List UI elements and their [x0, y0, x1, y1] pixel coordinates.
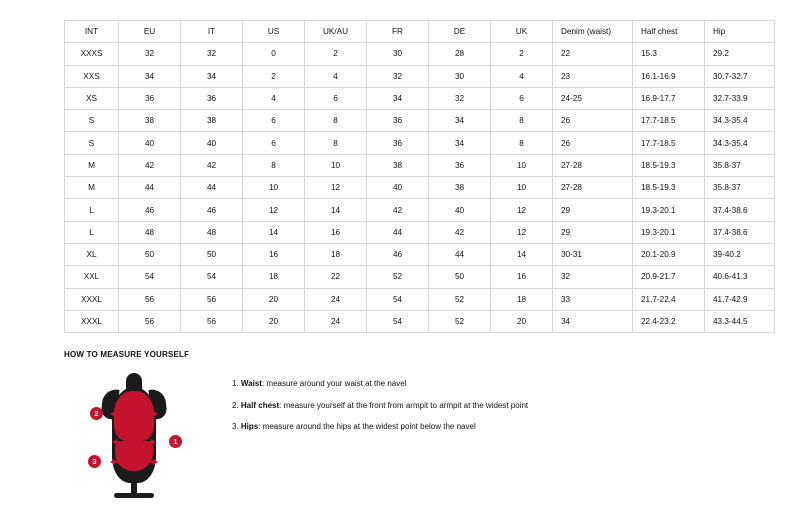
measure-step-hips [232, 422, 528, 432]
table-cell: 8 [243, 154, 305, 176]
how-to-measure-body [64, 369, 734, 499]
table-cell: 14 [305, 199, 367, 221]
table-cell: 32 [181, 43, 243, 65]
table-cell: 4 [243, 87, 305, 109]
table-cell: 27-28 [553, 177, 633, 199]
table-cell: 35.8-37 [705, 177, 775, 199]
table-row [65, 288, 775, 310]
table-cell: 8 [305, 132, 367, 154]
table-cell: 27-28 [553, 154, 633, 176]
table-cell: 20 [243, 288, 305, 310]
table-cell: 24 [305, 310, 367, 332]
table-cell: XXXL [65, 310, 119, 332]
table-cell: 52 [429, 288, 491, 310]
table-cell: 6 [243, 110, 305, 132]
table-cell: 0 [243, 43, 305, 65]
size-chart-table-wrapper [64, 20, 748, 333]
hip-measure-arrow [114, 461, 154, 463]
table-cell: 50 [429, 266, 491, 288]
table-cell: XXXL [65, 288, 119, 310]
table-row [65, 266, 775, 288]
column-header-de: DE [429, 21, 491, 43]
table-cell: XXS [65, 65, 119, 87]
step-text-hips: : measure around the hips at the widest point below the navel [258, 422, 476, 432]
step-term-hips: Hips [240, 422, 259, 432]
table-cell: 43.3-44.5 [705, 310, 775, 332]
table-cell: 38 [119, 110, 181, 132]
table-cell: 46 [367, 243, 429, 265]
table-cell: 14 [491, 243, 553, 265]
table-cell: 40.6-41.3 [705, 266, 775, 288]
table-cell: 14 [243, 221, 305, 243]
table-cell: 54 [181, 266, 243, 288]
table-cell: 33 [553, 288, 633, 310]
table-cell: 16 [305, 221, 367, 243]
table-cell: 12 [491, 199, 553, 221]
table-cell: 18.5-19.3 [633, 177, 705, 199]
table-cell: XS [65, 87, 119, 109]
table-cell: 22 [305, 266, 367, 288]
table-cell: 23 [553, 65, 633, 87]
badge-1-waist: 1 [169, 435, 182, 448]
table-cell: 26 [553, 110, 633, 132]
column-header-eu: EU [119, 21, 181, 43]
table-cell: XXL [65, 266, 119, 288]
table-cell: 24 [305, 288, 367, 310]
table-cell: M [65, 154, 119, 176]
table-cell: 46 [181, 199, 243, 221]
table-cell: 34 [367, 87, 429, 109]
table-row [65, 221, 775, 243]
table-cell: 38 [181, 110, 243, 132]
table-cell: 50 [181, 243, 243, 265]
table-cell: 2 [305, 43, 367, 65]
table-row [65, 310, 775, 332]
table-cell: 56 [181, 288, 243, 310]
step-term-half-chest: Half chest [240, 400, 280, 410]
table-row [65, 243, 775, 265]
mannequin-illustration [64, 369, 204, 499]
table-cell: 44 [429, 243, 491, 265]
table-cell: 17.7-18.5 [633, 110, 705, 132]
table-cell: 42 [119, 154, 181, 176]
table-cell: 8 [491, 110, 553, 132]
column-header-hip: Hip [705, 21, 775, 43]
table-cell: 8 [305, 110, 367, 132]
table-cell: 56 [181, 310, 243, 332]
step-number-3: 3. [232, 422, 239, 432]
table-cell: 18.5-19.3 [633, 154, 705, 176]
table-cell: 38 [367, 154, 429, 176]
measure-step-waist [232, 379, 528, 389]
table-cell: 52 [429, 310, 491, 332]
table-cell: 52 [367, 266, 429, 288]
table-cell: 30-31 [553, 243, 633, 265]
table-cell: XL [65, 243, 119, 265]
table-cell: 34 [429, 132, 491, 154]
step-number-2: 2. [232, 400, 239, 410]
table-cell: 32 [119, 43, 181, 65]
table-body [65, 43, 775, 333]
table-cell: 29.2 [705, 43, 775, 65]
table-cell: 10 [491, 177, 553, 199]
table-cell: 34.3-35.4 [705, 110, 775, 132]
table-cell: 17.7-18.5 [633, 132, 705, 154]
table-cell: 54 [367, 288, 429, 310]
table-cell: XXXS [65, 43, 119, 65]
table-cell: 32.7-33.9 [705, 87, 775, 109]
table-row [65, 43, 775, 65]
table-cell: 20 [243, 310, 305, 332]
table-cell: 6 [305, 87, 367, 109]
table-cell: S [65, 110, 119, 132]
table-cell: 20.9-21.7 [633, 266, 705, 288]
size-chart-table [64, 20, 775, 333]
table-row [65, 87, 775, 109]
table-cell: 10 [243, 177, 305, 199]
table-cell: 34 [553, 310, 633, 332]
table-cell: 20 [491, 310, 553, 332]
table-cell: 42 [367, 199, 429, 221]
badge-3-hips: 3 [88, 455, 101, 468]
table-cell: 16.1-16.9 [633, 65, 705, 87]
table-cell: 16 [243, 243, 305, 265]
table-cell: 15.3 [633, 43, 705, 65]
column-header-us: US [243, 21, 305, 43]
table-cell: 36 [367, 110, 429, 132]
how-to-measure-section [64, 350, 734, 499]
table-cell: 30 [429, 65, 491, 87]
table-cell: 42 [429, 221, 491, 243]
table-cell: M [65, 177, 119, 199]
table-cell: 22.4-23.2 [633, 310, 705, 332]
table-cell: 34 [181, 65, 243, 87]
table-cell: 41.7-42.9 [705, 288, 775, 310]
table-cell: 35.8-37 [705, 154, 775, 176]
table-cell: 32 [367, 65, 429, 87]
table-cell: 30 [367, 43, 429, 65]
table-cell: 44 [181, 177, 243, 199]
table-cell: 12 [305, 177, 367, 199]
table-cell: 28 [429, 43, 491, 65]
table-cell: 32 [553, 266, 633, 288]
table-cell: 6 [243, 132, 305, 154]
mannequin-stand-base [114, 493, 154, 498]
table-cell: 29 [553, 199, 633, 221]
column-header-fr: FR [367, 21, 429, 43]
table-cell: 10 [491, 154, 553, 176]
step-text-waist: : measure around your waist at the navel [261, 379, 407, 388]
table-cell: 56 [119, 310, 181, 332]
column-header-denim-waist: Denim (waist) [553, 21, 633, 43]
table-cell: 36 [429, 154, 491, 176]
how-to-measure-title: HOW TO MEASURE YOURSELF [64, 350, 190, 359]
table-cell: 44 [367, 221, 429, 243]
table-cell: 54 [367, 310, 429, 332]
table-cell: 48 [119, 221, 181, 243]
column-header-int: INT [65, 21, 119, 43]
table-cell: 36 [181, 87, 243, 109]
waist-measure-arrow [116, 441, 152, 443]
table-cell: 44 [119, 177, 181, 199]
table-cell: 40 [181, 132, 243, 154]
table-cell: 4 [305, 65, 367, 87]
table-cell: 46 [119, 199, 181, 221]
table-cell: 21.7-22.4 [633, 288, 705, 310]
badge-2-half-chest: 2 [90, 407, 103, 420]
table-cell: 40 [119, 132, 181, 154]
column-header-it: IT [181, 21, 243, 43]
table-cell: 39-40.2 [705, 243, 775, 265]
table-cell: 19.3-20.1 [633, 221, 705, 243]
measure-steps-list [232, 369, 528, 444]
table-row [65, 110, 775, 132]
measure-step-half-chest [232, 401, 528, 411]
table-cell: 16.9-17.7 [633, 87, 705, 109]
table-cell: 50 [119, 243, 181, 265]
table-cell: L [65, 199, 119, 221]
table-cell: 34 [119, 65, 181, 87]
column-header-uk: UK [491, 21, 553, 43]
table-cell: 37.4-38.6 [705, 221, 775, 243]
table-cell: 19.3-20.1 [633, 199, 705, 221]
table-cell: 36 [119, 87, 181, 109]
table-cell: 22 [553, 43, 633, 65]
table-cell: 56 [119, 288, 181, 310]
half-chest-measure-arrow [114, 413, 154, 415]
table-cell: 40 [429, 199, 491, 221]
table-row [65, 132, 775, 154]
table-cell: 26 [553, 132, 633, 154]
table-cell: 8 [491, 132, 553, 154]
table-cell: 42 [181, 154, 243, 176]
column-header-ukau: UK/AU [305, 21, 367, 43]
table-cell: 6 [491, 87, 553, 109]
table-cell: 48 [181, 221, 243, 243]
table-cell: 36 [367, 132, 429, 154]
table-cell: 37.4-38.6 [705, 199, 775, 221]
table-cell: 4 [491, 65, 553, 87]
table-cell: 38 [429, 177, 491, 199]
table-cell: 29 [553, 221, 633, 243]
table-cell: 2 [243, 65, 305, 87]
table-cell: 34 [429, 110, 491, 132]
table-row [65, 199, 775, 221]
table-cell: 18 [491, 288, 553, 310]
table-cell: 32 [429, 87, 491, 109]
step-number-1: 1. [232, 379, 239, 388]
table-row [65, 177, 775, 199]
table-cell: 18 [305, 243, 367, 265]
table-cell: 34.3-35.4 [705, 132, 775, 154]
table-row [65, 154, 775, 176]
table-cell: L [65, 221, 119, 243]
table-cell: 16 [491, 266, 553, 288]
mannequin-top-garment [114, 391, 154, 441]
table-cell: 24-25 [553, 87, 633, 109]
table-cell: 30.7-32.7 [705, 65, 775, 87]
step-term-waist: Waist [240, 379, 262, 388]
table-cell: 40 [367, 177, 429, 199]
table-cell: S [65, 132, 119, 154]
table-cell: 12 [491, 221, 553, 243]
table-cell: 18 [243, 266, 305, 288]
column-header-half-chest: Half chest [633, 21, 705, 43]
step-text-half-chest: : measure yourself at the front from armpit to armpit at the widest point [279, 400, 529, 410]
table-header-row [65, 21, 775, 43]
table-cell: 10 [305, 154, 367, 176]
table-cell: 20.1-20.9 [633, 243, 705, 265]
table-cell: 54 [119, 266, 181, 288]
table-cell: 12 [243, 199, 305, 221]
table-row [65, 65, 775, 87]
table-cell: 2 [491, 43, 553, 65]
